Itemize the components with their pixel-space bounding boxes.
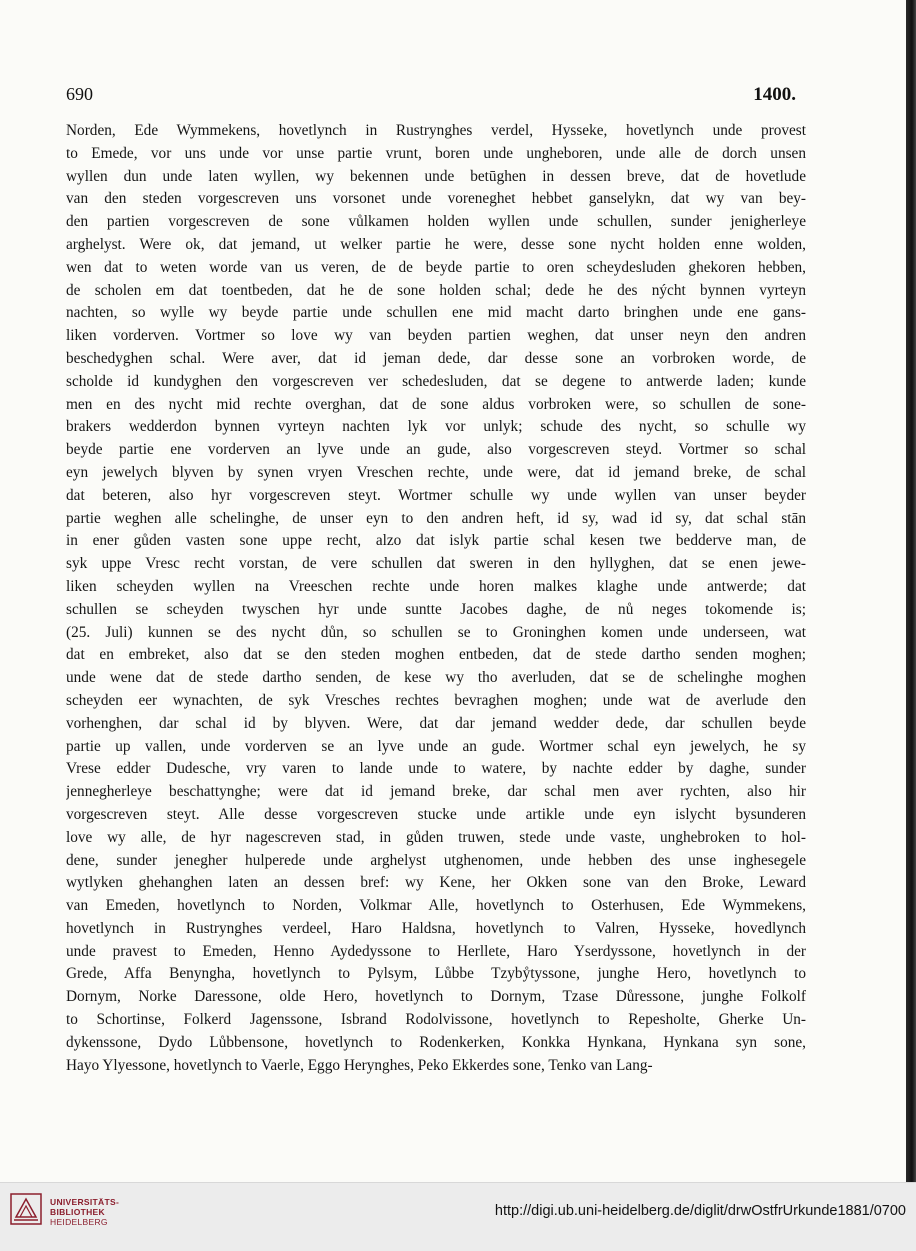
- text-line: liken scheyden wyllen na Vreeschen rechte unde horen malkes klaghe unde antwerde; dat: [66, 577, 806, 595]
- text-line: de scholen em dat toentbeden, dat he de sone holden schal; dede he des nýcht bynnen vyrteyn: [66, 281, 806, 299]
- text-line: in ener gůden vasten sone uppe recht, alzo dat islyk partie schal kesen twe bedderve man, de: [66, 532, 806, 550]
- footer-bar: [0, 1182, 916, 1251]
- text-line: schullen se scheyden twyschen hyr unde suntte Jacobes daghe, de nů neges tokomende is;: [66, 600, 806, 618]
- text-line: love wy alle, de hyr nagescreven stad, in gůden truwen, stede unde vaste, unghebroken to hol-: [66, 828, 806, 846]
- text-line: dene, sunder jenegher hulperede unde arghelyst utghenomen, unde hebben des unse inghesegele: [66, 851, 806, 869]
- text-line: brakers wedderdon bynnen vyrteyn nachten lyk vor unlyk; schude des nycht, so schulle wy: [66, 418, 806, 436]
- library-name-line-3: HEIDELBERG: [50, 1217, 108, 1227]
- university-logo-icon: [10, 1193, 42, 1225]
- text-line: van den steden vorgescreven uns vorsonet unde voreneghet hebbet ganselykn, dat wy van bey-: [66, 190, 806, 208]
- text-line: den partien vorgescreven de sone vůlkamen holden wyllen unde schullen, sunder jenigherleye: [66, 213, 806, 231]
- page-edge-shadow: [906, 0, 916, 1182]
- text-line: dykenssone, Dydo Lůbbensone, hovetlynch to Rodenkerken, Konkka Hynkana, Hynkana syn sone,: [66, 1033, 806, 1051]
- text-line: unde pravest to Emeden, Henno Aydedyssone to Herllete, Haro Yserdyssone, hovetlynch in der: [66, 942, 806, 960]
- text-line: van Emeden, hovetlynch to Norden, Volkmar Alle, hovetlynch to Osterhusen, Ede Wymmekens,: [66, 897, 806, 915]
- text-line: beschedyghen schal. Were aver, dat id jeman dede, dar desse sone an vorbroken worde, de: [66, 349, 806, 367]
- text-line: beyde partie ene vorderven an lyve unde an gude, also vorgescreven steyd. Vortmer so schal: [66, 441, 806, 459]
- document-body: [66, 120, 806, 1077]
- page-number: 690: [66, 84, 93, 104]
- text-line: arghelyst. Were ok, dat jemand, ut welker partie he were, desse sone nycht holden enne wolden,: [66, 235, 806, 253]
- text-line: hovetlynch in Rustrynghes verdeel, Haro Haldsna, hovetlynch to Valren, Hysseke, hovedlynch: [66, 919, 806, 937]
- text-line: partie weghen alle schelinghe, de unser eyn to den andren heft, id sy, wad id sy, dat schal stān: [66, 509, 806, 527]
- library-name: [50, 1197, 119, 1227]
- page-header: [66, 84, 796, 110]
- text-line: syk uppe Vresc recht vorstan, de vere schullen dat sweren in den hyllyghen, dat se enen jewe-: [66, 555, 806, 573]
- text-line: jennegherleye beschattynghe; were dat id jemand breke, dar schal men aver rychten, also hir: [66, 783, 806, 801]
- text-line: Hayo Ylyessone, hovetlynch to Vaerle, Eggo Herynghes, Peko Ekkerdes sone, Tenko van Lang-: [66, 1056, 653, 1074]
- text-line: (25. Juli) kunnen se des nycht důn, so schullen se to Groninghen komen unde underseen, wat: [66, 623, 806, 641]
- text-line: partie up vallen, unde vorderven se an lyve unde an gude. Wortmer schal eyn jewelych, he sy: [66, 737, 806, 755]
- year-heading: 1400.: [753, 84, 796, 105]
- text-line: vorgescreven steyt. Alle desse vorgescreven stucke unde artikle unde eyn islycht bysunderen: [66, 805, 806, 823]
- text-line: wytlyken ghehanghen laten an dessen bref: wy Kene, her Okken sone van den Broke, Leward: [66, 874, 806, 892]
- text-line: wyllen dun unde laten wyllen, wy bekennen unde betūghen in dessen breve, dat de hovetlude: [66, 167, 806, 185]
- text-line: scheyden eer wynachten, de syk Vresches rechtes bevraghen moghen; unde wat de averlude den: [66, 691, 806, 709]
- text-line: Grede, Affa Benyngha, hovetlynch to Pylsym, Lůbbe Tzybẙtyssone, junghe Hero, hovetlynch to: [66, 965, 806, 983]
- text-line: to Schortinse, Folkerd Jagenssone, Isbrand Rodolvissone, hovetlynch to Repesholte, Gherke Un-: [66, 1011, 806, 1029]
- text-line: Vrese edder Dudesche, vry varen to lande unde to watere, by nachte edder by daghe, sunder: [66, 760, 806, 778]
- text-line: dat beteren, also hyr vorgescreven steyt. Wortmer schulle wy unde wyllen van unser beyder: [66, 486, 806, 504]
- text-line: vorhenghen, dar schal id by blyven. Were, dat dar jemand wedder dede, dar schullen beyde: [66, 714, 806, 732]
- text-line: to Emede, vor uns unde vor unse partie vrunt, boren unde ungheboren, unde alle de dorch unsen: [66, 144, 806, 162]
- text-line: wen dat to weten worde van us veren, de de beyde partie to oren scheydesluden ghekoren hebben,: [66, 258, 806, 276]
- text-line: unde wene dat de stede dartho senden, de kese wy tho averluden, dat se de schelinghe moghen: [66, 669, 806, 687]
- text-line: eyn jewelych blyven by synen vryen Vreschen rechte, unde were, dat id jemand breke, de schal: [66, 463, 806, 481]
- text-line: nachten, so wylle wy beyde partie unde schullen ene mid macht darto bringhen unde ene gans-: [66, 304, 806, 322]
- text-line: scholde id kundyghen den vorgescreven ver schedesluden, dat se degene to antwerde laden; kunde: [66, 372, 806, 390]
- text-line: dat en embreket, also dat se den steden moghen entbeden, dat de stede dartho senden moghen;: [66, 646, 806, 664]
- library-name-line-2: BIBLIOTHEK: [50, 1207, 105, 1217]
- text-line: liken vorderven. Vortmer so love wy van beyden partien weghen, dat unser neyn den andren: [66, 327, 806, 345]
- library-name-line-1: UNIVERSITÄTS-: [50, 1197, 120, 1207]
- permalink-url[interactable]: http://digi.ub.uni-heidelberg.de/diglit/drwOstfrUrkunde1881/0700: [494, 1203, 906, 1219]
- text-line: men en des nycht mid rechte overghan, dat de sone aldus vorbroken were, so schullen de sone-: [66, 395, 806, 413]
- text-line: Norden, Ede Wymmekens, hovetlynch in Rustrynghes verdel, Hysseke, hovetlynch unde provest: [66, 122, 806, 139]
- text-line: Dornym, Norke Daressone, olde Hero, hovetlynch to Dornym, Tzase Důressone, junghe Folkolf: [66, 988, 806, 1006]
